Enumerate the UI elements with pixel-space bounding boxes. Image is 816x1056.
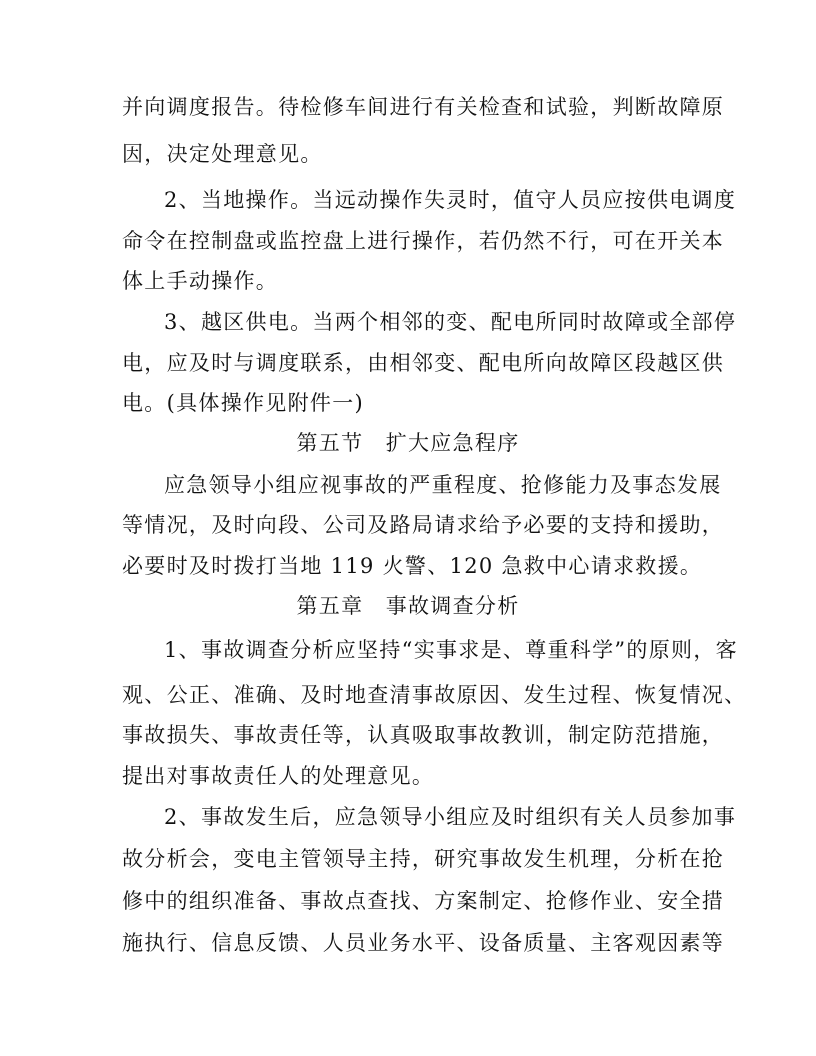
section-heading: 第五节 扩大应急程序 [296,431,520,455]
paragraph-line: 等情况，及时向段、公司及路局请求给予必要的支持和援助， [122,513,725,537]
paragraph-line: 因，决定处理意见。 [122,142,323,166]
chapter-heading: 第五章 事故调查分析 [296,594,520,618]
paragraph-line: 电。(具体操作见附件一) [122,391,364,415]
paragraph-line: 故分析会，变电主管领导主持，研究事故发生机理，分析在抢 [122,847,725,871]
paragraph-line: 2、当地操作。当远动操作失灵时，值守人员应按供电调度 [164,188,737,212]
paragraph-line: 1、事故调查分析应坚持“实事求是、尊重科学”的原则，客 [164,638,738,662]
paragraph-line: 事故损失、事故责任等，认真吸取事故教训，制定防范措施， [122,723,725,747]
paragraph-line: 修中的组织准备、事故点查找、方案制定、抢修作业、安全措 [122,889,725,913]
paragraph-line: 施执行、信息反馈、人员业务水平、设备质量、主客观因素等 [122,931,725,955]
paragraph-line: 体上手动操作。 [122,269,279,293]
paragraph-line: 2、事故发生后，应急领导小组应及时组织有关人员参加事 [164,805,737,829]
paragraph-line: 3、越区供电。当两个相邻的变、配电所同时故障或全部停 [164,310,737,334]
paragraph-line: 并向调度报告。待检修车间进行有关检查和试验，判断故障原 [122,95,725,119]
paragraph-line: 提出对事故责任人的处理意见。 [122,764,435,788]
paragraph-line: 必要时及时拨打当地 119 火警、120 急救中心请求救援。 [122,554,703,578]
paragraph-line: 电，应及时与调度联系，由相邻变、配电所向故障区段越区供 [122,351,725,375]
paragraph-line: 观、公正、准确、及时地查清事故原因、发生过程、恢复情况、 [122,683,747,707]
paragraph-line: 应急领导小组应视事故的严重程度、抢修能力及事态发展 [164,473,722,497]
paragraph-line: 命令在控制盘或监控盘上进行操作，若仍然不行，可在开关本 [122,229,725,253]
